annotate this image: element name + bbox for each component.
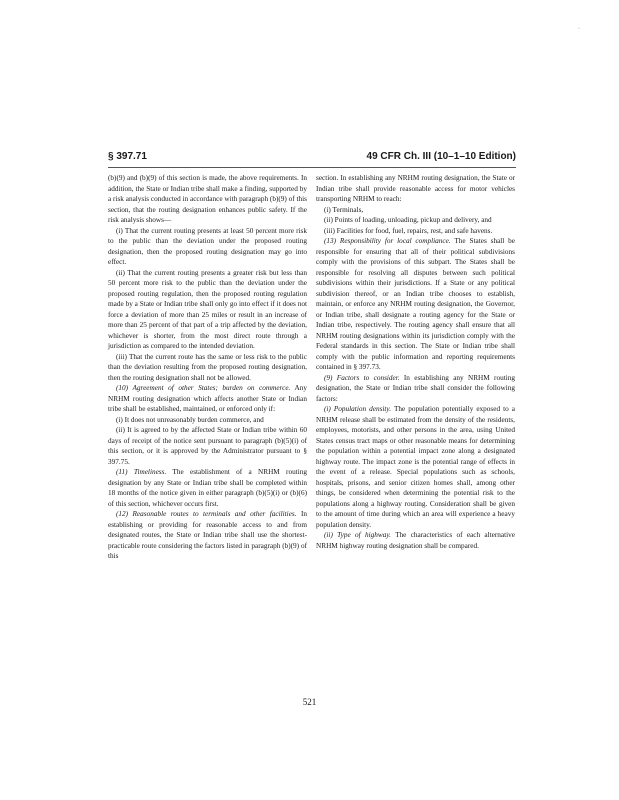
corner-mark: · bbox=[578, 26, 580, 32]
paragraph-heading: (i) Population density. bbox=[324, 405, 392, 413]
paragraph bbox=[108, 467, 307, 509]
paragraph-text: (i) It does not unreasonably burden commerce, and bbox=[116, 415, 264, 424]
paragraph-text: (i) Terminals, bbox=[324, 205, 364, 214]
paragraph-text: The States shall be responsible for ensuring that all of their political subdivisions comply with the provisions of this subpart. The States shall be responsible for resolving all disputes between such political subdivisions within their jurisdictions. If a State or any political subdivision thereof, or an Indian tribe chooses to establish, maintain, or enforce any NRHM routing designation, the Governor, or Indian tribe, shall designate a routing agency for the State or Indian tribe, respectively. The routing agency shall ensure that all NRHM routing designations within its jurisdiction comply with the Federal standards in this section. The State or Indian tribe shall comply with the public information and reporting requirements contained in § 397.73. bbox=[316, 237, 515, 371]
paragraph-heading: (11) Timeliness. bbox=[116, 468, 167, 476]
paragraph bbox=[108, 226, 307, 268]
paragraph bbox=[108, 352, 307, 384]
cfr-citation: 49 CFR Ch. III (10–1–10 Edition) bbox=[366, 151, 516, 162]
paragraph bbox=[108, 425, 307, 467]
paragraph bbox=[108, 509, 307, 562]
paragraph-heading: (10) Agreement of other States; burden on commerce. bbox=[116, 384, 291, 392]
paragraph bbox=[316, 236, 515, 373]
paragraph-text: section. In establishing any NRHM routing designation, the State or Indian tribe shall provide reasonable access for motor vehicles transporting NRHM to reach: bbox=[316, 174, 515, 203]
paragraph-text: The establishment of a NRHM routing designation by any State or Indian tribe shall be completed within 18 months of the notice given in either paragraph (b)(5)(i) or (b)(6) of this section, whichever occurs first. bbox=[108, 468, 307, 508]
paragraph-text: (ii) That the current routing presents a greater risk but less than 50 percent more risk to the public than the deviation under the proposed routing regulation, then the proposed routing regulation made by a State or Indian tribe shall only go into effect if it does not force a deviation of more than 25 miles or result in an increase of more than 25 percent of that part of a trip affected by the deviation, whichever is shorter, from the most direct route through a jurisdiction as compared to the intended deviation. bbox=[108, 268, 307, 350]
paragraph-heading: (12) Reasonable routes to terminals and other facilities. bbox=[116, 510, 297, 518]
paragraph-heading: (13) Responsibility for local compliance. bbox=[324, 237, 451, 245]
paragraph bbox=[316, 226, 515, 237]
paragraph bbox=[316, 173, 515, 205]
paragraph-heading: (ii) Type of highway. bbox=[324, 531, 391, 539]
paragraph-text: (b)(9) and (b)(9) of this section is made, the above requirements. In addition, the State or Indian tribe shall make a finding, supported by a risk analysis conducted in accordance with paragraph (b)(9) of this section, that the routing designation enhances public safety. If the risk analysis shows— bbox=[108, 174, 307, 224]
right-column bbox=[316, 173, 515, 551]
section-number: § 397.71 bbox=[108, 151, 147, 162]
paragraph bbox=[316, 404, 515, 530]
paragraph-text: (iii) That the current route has the same or less risk to the public than the deviation resulting from the proposed routing designation, then the routing designation shall not be allowed. bbox=[108, 352, 307, 382]
paragraph bbox=[108, 173, 307, 226]
paragraph-text: The population potentially exposed to a NRHM release shall be estimated from the density of the residents, employees, motorists, and other persons in the area, using United States census tract maps or other reasonable means for determining the population within a potential impact zone along a designated highway route. The impact zone is the potential range of effects in the event of a release. Special populations such as schools, hospitals, prisons, and senior citizen homes shall, among other things, be considered when determining the potential risk to the populations along a highway routing. Consideration shall be given to the amount of time during which an area will experience a heavy population density. bbox=[316, 405, 516, 529]
paragraph-text: Any NRHM routing designation which affects another State or Indian tribe shall be established, maintained, or enforced only if: bbox=[108, 384, 307, 413]
left-column bbox=[108, 173, 307, 562]
paragraph-text: (ii) Points of loading, unloading, pickup and delivery, and bbox=[324, 216, 492, 224]
paragraph bbox=[316, 530, 515, 551]
paragraph-text: (i) That the current routing presents at least 50 percent more risk to the public than the deviation under the proposed routing designation, then the proposed routing designation may go into effect. bbox=[108, 226, 307, 266]
paragraph bbox=[316, 373, 515, 405]
paragraph bbox=[316, 205, 515, 216]
paragraph-text: In establishing any NRHM routing designation, the State or Indian tribe shall consider the following factors: bbox=[316, 373, 515, 403]
page-number: 521 bbox=[302, 697, 317, 707]
paragraph bbox=[108, 383, 307, 415]
paragraph bbox=[316, 215, 515, 226]
paragraph bbox=[108, 268, 307, 352]
paragraph-heading: (9) Factors to consider. bbox=[324, 373, 400, 382]
paragraph-text: (ii) It is agreed to by the affected State or Indian tribe within 60 days of receipt of the notice sent pursuant to paragraph (b)(5)(i) of this section, or it is approved by the Administrator pursuant to § 397.75. bbox=[108, 426, 307, 466]
paragraph-text: In establishing or providing for reasonable access to and from designated routes, the State or Indian tribe shall use the shortest-practicable route considering the factors listed in paragraph (b)(9) of this bbox=[108, 510, 308, 560]
page-header bbox=[108, 151, 516, 168]
paragraph bbox=[108, 415, 307, 426]
paragraph-text: The characteristics of each alternative NRHM highway routing designation shall be compared. bbox=[316, 531, 515, 550]
paragraph-text: (iii) Facilities for food, fuel, repairs, rest, and safe havens. bbox=[324, 226, 493, 235]
